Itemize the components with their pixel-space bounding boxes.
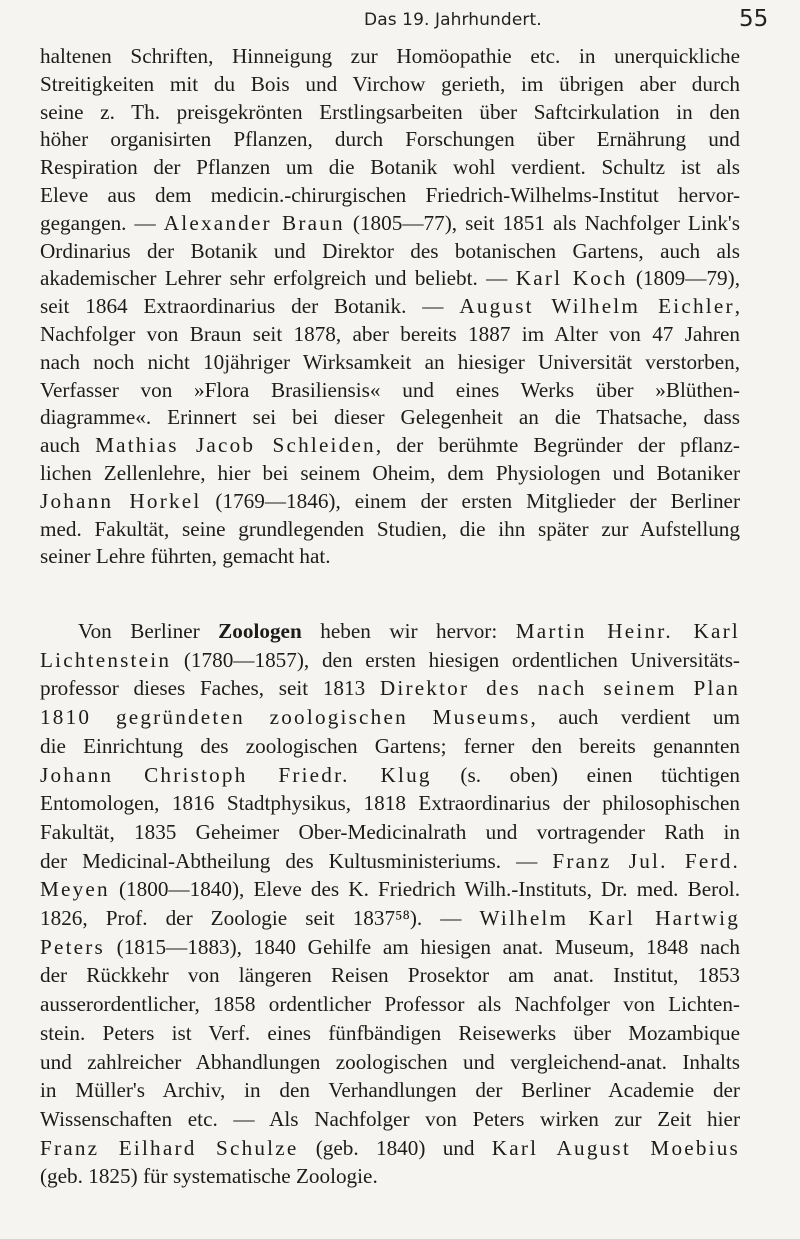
text-line — [40, 961, 740, 989]
text-run: (1769—1846), einem der ersten Mitglieder der Berliner — [201, 488, 740, 513]
text-run: 1826, Prof. der Zoologie seit 1837⁵⁸). — — [40, 906, 480, 930]
spaced-name: Lichtenstein — [40, 647, 172, 672]
bold-term: Zoologen — [218, 619, 302, 643]
text-run: Von Berliner — [78, 619, 219, 643]
text-run: Ordinarius der Botanik und Direktor des botanischen Gartens, auch als — [40, 238, 740, 263]
text-run: , auch verdient um — [530, 705, 740, 730]
text-run: auch — [40, 433, 96, 458]
spaced-name: Peters — [40, 934, 105, 959]
text-run: , — [734, 294, 740, 319]
text-run: akademischer Lehrer sehr erfolgreich und beliebt. — — [40, 266, 516, 291]
spaced-name: Direktor des nach seinem Plan — [379, 676, 740, 701]
text-line — [40, 181, 740, 209]
text-run: Verfasser von »Flora Brasiliensis« und eines Werks über »Blüthen- — [40, 377, 740, 402]
text-run: und zahlreicher Abhandlungen zoologischen und vergleichend-anat. Inhalts — [40, 1049, 740, 1074]
text-run: Streitigkeiten mit du Bois und Virchow gerieth, im übrigen aber durch — [40, 71, 740, 96]
text-run: (s. oben) einen tüchtigen — [431, 762, 740, 787]
text-run: seine z. Th. preisgekrönten Erstlingsarbeiten über Saftcirkulation in den — [40, 99, 740, 124]
spaced-name: Meyen — [40, 877, 110, 902]
text-line — [40, 1076, 740, 1104]
text-run: (1809—79), — [627, 266, 740, 291]
text-line — [40, 789, 740, 817]
text-run: Wissenschaften etc. — Als Nachfolger von Peters wirken zur Zeit hier — [40, 1106, 740, 1131]
text-line — [40, 933, 740, 961]
text-run: heben wir hervor: — [301, 619, 516, 643]
text-run: gegangen. — — [40, 210, 164, 235]
text-run: Entomologen, 1816 Stadtphysikus, 1818 Extraordinarius der philosophischen — [40, 791, 740, 816]
text-run: seiner Lehre führten, gemacht hat. — [40, 544, 331, 569]
spaced-name: Johann Christoph Friedr. Klug — [40, 762, 432, 787]
text-line — [40, 990, 740, 1018]
text-line — [40, 320, 740, 348]
text-run: diagramme«. Erinnert sei bei dieser Gelegenheit an die Thatsache, dass — [40, 405, 740, 430]
text-run: ausserordentlicher, 1858 ordentlicher Professor als Nachfolger von Lichten- — [40, 992, 740, 1017]
text-run: (1780—1857), den ersten hiesigen ordentlichen Universitäts- — [171, 647, 740, 672]
text-run: (1800—1840), Eleve des K. Friedrich Wilh.-Instituts, Dr. med. Berol. — [109, 877, 740, 902]
spaced-name: 1810 gegründeten zoologischen Museums — [40, 705, 531, 730]
spaced-name: Franz Jul. Ferd. — [552, 848, 740, 873]
text-run: die Einrichtung des zoologischen Gartens; ferner den bereits genannten — [40, 733, 740, 758]
text-run: med. Fakultät, seine grundlegenden Studien, die ihn später zur Aufstellung — [40, 516, 740, 541]
text-line — [40, 703, 740, 731]
text-line — [78, 617, 740, 645]
running-title: Das 19. Jahrhundert. — [364, 10, 542, 30]
text-line — [40, 674, 740, 702]
text-run: haltenen Schriften, Hinneigung zur Homöopathie etc. in unerquickliche — [40, 44, 740, 68]
text-line — [40, 1134, 740, 1162]
text-line — [40, 42, 740, 70]
text-run: in Müller's Archiv, in den Verhandlungen der Berliner Academie der — [40, 1078, 740, 1103]
text-line — [40, 348, 740, 376]
text-line — [40, 761, 740, 789]
text-run: (1815—1883), 1840 Gehilfe am hiesigen anat. Museum, 1848 nach — [104, 934, 740, 959]
text-run: Respiration der Pflanzen um die Botanik wohl verdient. Schultz ist als — [40, 155, 740, 180]
spaced-name: Karl Koch — [515, 266, 628, 291]
text-run: lichen Zellenlehre, hier bei seinem Oheim, dem Physiologen und Botaniker — [40, 461, 740, 485]
text-line — [40, 646, 740, 674]
text-run: Fakultät, 1835 Geheimer Ober-Medicinalrath und vortragender Rath in — [40, 819, 740, 844]
text-line — [40, 875, 740, 903]
text-line — [40, 237, 740, 265]
text-line — [40, 98, 740, 126]
text-run: (1805—77), seit 1851 als Nachfolger Link's — [344, 210, 740, 235]
text-line — [40, 376, 740, 404]
spaced-name: Wilhelm Karl Hartwig — [479, 906, 740, 930]
text-line — [40, 1019, 740, 1047]
text-line — [40, 431, 740, 459]
text-line — [40, 125, 740, 153]
text-run: (geb. 1840) und — [298, 1135, 492, 1160]
text-line — [40, 1048, 740, 1076]
text-run: , der berühmte Begründer der pflanz- — [375, 433, 740, 458]
text-line — [40, 264, 740, 292]
text-line — [40, 292, 740, 320]
text-line — [40, 153, 740, 181]
spaced-name: Karl August Moebius — [491, 1135, 740, 1160]
text-run: Nachfolger von Braun seit 1878, aber bereits 1887 im Alter von 47 Jahren — [40, 322, 740, 346]
text-run: seit 1864 Extraordinarius der Botanik. — — [40, 294, 460, 319]
text-line — [40, 1162, 740, 1190]
text-line — [40, 542, 740, 570]
text-run: Eleve aus dem medicin.-chirurgischen Friedrich-Wilhelms-Institut hervor- — [40, 183, 740, 207]
page-header — [0, 6, 800, 36]
text-run: nach noch nicht 10jähriger Wirksamkeit an hiesiger Universität verstorben, — [40, 349, 740, 374]
text-line — [40, 70, 740, 98]
text-run: stein. Peters ist Verf. eines fünfbändigen Reisewerks über Mozambique — [40, 1020, 740, 1045]
text-run: (geb. 1825) für systematische Zoologie. — [40, 1164, 378, 1189]
text-run: der Rückkehr von längeren Reisen Prosektor am anat. Institut, 1853 — [40, 963, 740, 988]
text-run: höher organisirten Pflanzen, durch Forschungen über Ernährung und — [40, 127, 740, 152]
page-number: 55 — [739, 6, 769, 32]
text-line — [40, 459, 740, 487]
text-line — [40, 818, 740, 846]
spaced-name: Martin Heinr. Karl — [515, 619, 740, 643]
text-line — [40, 847, 740, 875]
text-line — [40, 209, 740, 237]
spaced-name: Franz Eilhard Schulze — [40, 1135, 299, 1160]
spaced-name: August Wilhelm Eichler — [459, 294, 735, 319]
text-line — [40, 403, 740, 431]
spaced-name: Mathias Jacob Schleiden — [95, 433, 376, 458]
text-run: professor dieses Faches, seit 1813 — [40, 676, 380, 701]
spaced-name: Alexander Braun — [163, 210, 345, 235]
text-line — [40, 904, 740, 932]
spaced-name: Johann Horkel — [40, 488, 202, 513]
text-line — [40, 1105, 740, 1133]
text-line — [40, 732, 740, 760]
text-line — [40, 515, 740, 543]
text-line — [40, 487, 740, 515]
text-run: der Medicinal-Abtheilung des Kultusministeriums. — — [40, 848, 553, 873]
